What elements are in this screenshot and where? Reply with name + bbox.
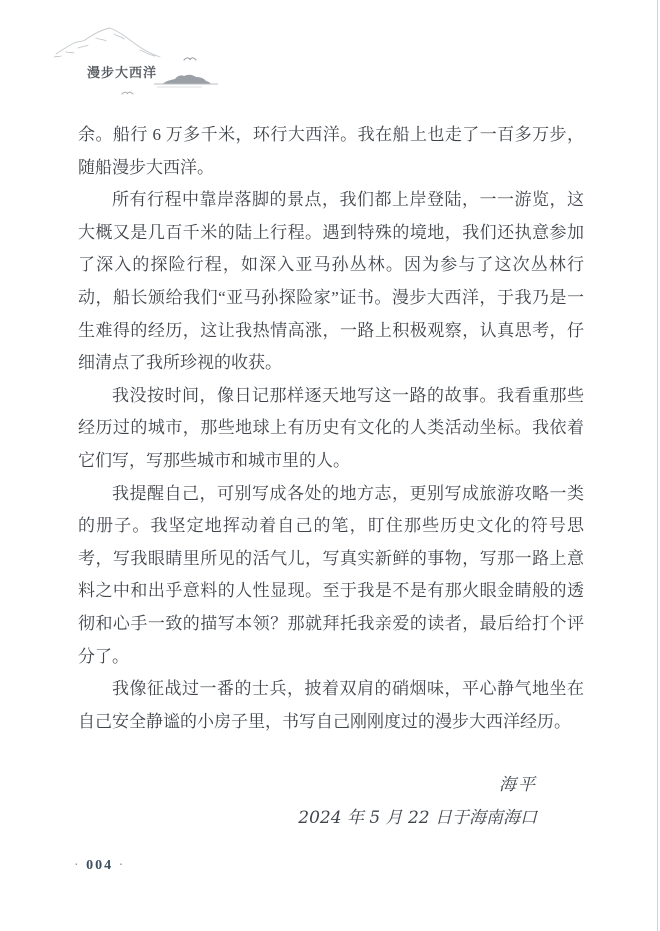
signature-date: 2024 年 5 月 22 日于海南海口 bbox=[298, 808, 537, 829]
body-paragraph: 余。船行 6 万多千米，环行大西洋。我在船上也走了一百多万步，随船漫步大西洋。 bbox=[78, 125, 584, 177]
page-number-dot-right: · bbox=[118, 858, 126, 873]
island-silhouette bbox=[162, 75, 211, 84]
signature-name: 海平 bbox=[499, 775, 537, 796]
body-paragraph: 我没按时间，像日记那样逐天地写这一路的故事。我看重那些经历过的城市，那些地球上有历史有文化的人类活动坐标。我依着它们写，写那些城市和城市里的人。 bbox=[78, 385, 584, 470]
signature-block bbox=[78, 769, 584, 835]
body-paragraph: 我提醒自己，可别写成各处的地方志，更别写成旅游攻略一类的册子。我坚定地挥动着自己的笔，盯住那些历史文化的符号思考，写我眼睛里所见的活气儿，写真实新鲜的事物，写那一路上意料之中和出乎意料的人性显现。至于我是不是有那火眼金睛般的透彻和心手一致的描写本领？那就拜托我亲爱的读者，最后给打个评分了。 bbox=[78, 483, 584, 666]
body-text bbox=[78, 119, 584, 835]
body-paragraph: 我像征战过一番的士兵，披着双肩的硝烟味，平心静气地坐在自己安全静谧的小房子里，书写自己刚刚度过的漫步大西洋经历。 bbox=[78, 679, 584, 731]
mountain-sketch-icon bbox=[54, 28, 160, 57]
page-number-dot-left: · bbox=[74, 858, 81, 873]
page-number-value: 004 bbox=[86, 858, 114, 873]
body-paragraph: 所有行程中靠岸落脚的景点，我们都上岸登陆，一一游览，这大概又是几百千米的陆上行程。遇到特殊的境地，我们还执意参加了深入的探险行程，如深入亚马孙丛林。因为参与了这次丛林行动，船长颁给我们“亚马孙探险家”证书。漫步大西洋，于我乃是一生难得的经历，这让我热情高涨，一路上积极观察，认真思考，仔细清点了我所珍视的收获。 bbox=[78, 190, 584, 373]
bird-small-icon bbox=[122, 92, 133, 94]
page-number bbox=[74, 858, 125, 874]
bird-icon bbox=[184, 58, 196, 60]
page-edge-line bbox=[657, 0, 658, 931]
chapter-title: 漫步大西洋 bbox=[87, 65, 158, 80]
island-icon bbox=[154, 75, 218, 87]
